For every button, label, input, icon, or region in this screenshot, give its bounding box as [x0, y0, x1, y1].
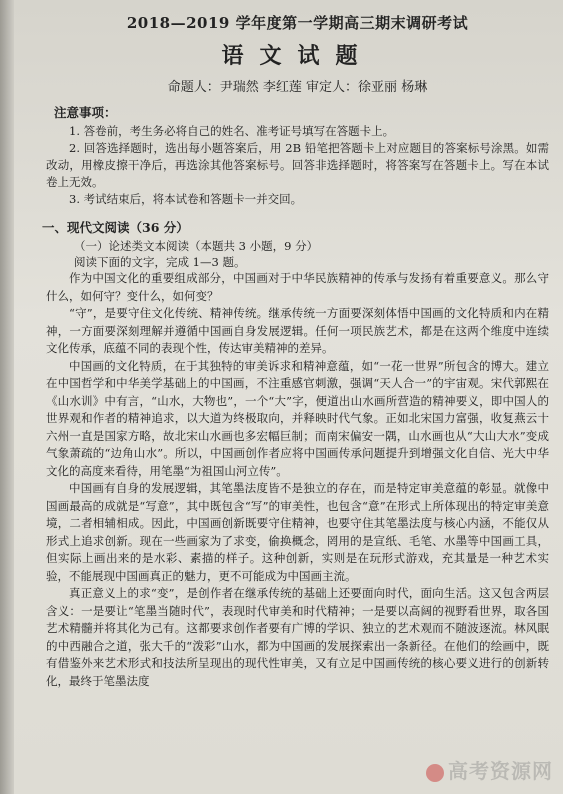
passage-paragraph: 作为中国文化的重要组成部分，中国画对于中华民族精神的传承与发扬有着重要意义。那么守什么，如何守？变什么，如何变？	[46, 271, 549, 303]
authors-line: 命题人：尹瑞然 李红莲 审定人：徐亚丽 杨琳	[167, 80, 428, 95]
passage-paragraph: 中国画有自身的发展逻辑，其笔墨法度皆不是独立的存在，而是特定审美意蕴的彰显。就像中国画最高的成就是“写意”，其中既包含“写”的审美性，也包含“意”在形式上所体现出的特定审美意境，二者相辅相成。因此，中国画创新既要守住精神，也要守住其笔墨法度与核心内涵，不能仅从形式上追求创新。现在一些画家为了求变，偷换概念，罔用的是宣纸、毛笔、水墨等中国画工具，但实际上画出来的是水彩、素描的样子。这种创新，实则是在玩形式游戏，充其量是一种艺术实验，不能展现中国画真正的魅力，更不可能成为中国画主流。	[46, 481, 549, 583]
passage-paragraph: 中国画的文化特质，在于其独特的审美诉求和精神意蕴，如“一花一世界”所包含的博大。建立在中国哲学和中华美学基础上的中国画，不注重感官刺激，强调“天人合一”的宇宙观。宋代郭熙在《山水训》中有言，“山水，大物也”，一个“大”字，便道出山水画所营造的精神要义，即中国人的世界观和作者的精神追求，以大道为终极取向，并释映时代气象。正如北宋国力富强，收复燕云十六州一直是国家方略，故北宋山水画也多宏幅巨制；而南宋偏安一隅，山水画也从“大山大水”变成气象萧疏的“边角山水”。所以，中国画创作者应将中国画传承问题提升到增强文化自信、光大中华文化的高度来看待，用笔墨“为祖国山河立传”。	[46, 358, 549, 478]
section-title: 一、现代文阅读（36 分）	[42, 220, 189, 235]
watermark-logo	[426, 755, 553, 784]
note-item: 1. 答卷前，考生务必将自己的姓名、准考证号填写在答题卡上。	[69, 124, 395, 138]
exam-title: 2018—2019 学年度第一学期高三期末调研考试	[126, 14, 469, 32]
note-item: 2. 回答选择题时，选出每小题答案后，用 2B 铅笔把答题卡上对应题目的答案标号涂黑。如需改动，用橡皮擦干净后，再选涂其他答案标号。回答非选择题时，将答案写在答题卡上。写在本试卷上无效。	[46, 141, 549, 189]
subject-title: 语文试题	[221, 43, 374, 69]
passage-paragraph: “守”，是要守住文化传统、精神传统。继承传统一方面要深刻体悟中国画的文化特质和内在精神，一方面要深刻理解并遵循中国画自身发展逻辑。任何一项民族艺术，都是在这两个维度中连续文化传承，底蕴不同的表现个性，传达审美精神的差异。	[46, 306, 549, 355]
sub-section-title: （一）论述类文本阅读（本题共 3 小题，9 分）	[74, 239, 319, 253]
notes-title: 注意事项：	[54, 105, 117, 120]
seal-icon	[426, 764, 444, 782]
passage-paragraph: 真正意义上的求“变”，是创作者在继承传统的基础上还要面向时代，面向生活。这又包含两层含义：一是要让“笔墨当随时代”，表现时代审美和时代精神；一是要以高阔的视野看世界，取各国艺术精髓并将其化为己有。这都要求创作者要有广博的学识、独立的艺术观而不随波逐流。林风眠的中西融合之道，张大千的“泼彩”山水，都为中国画的发展探索出一条新径。在他们的绘画中，既有借鉴外来艺术形式和技法所呈现出的现代性审美，又有立足中国画传统的核心要义进行的创新转化，最终于笔墨法度	[46, 586, 549, 688]
note-item: 3. 考试结束后，将本试卷和答题卡一并交回。	[69, 192, 303, 206]
watermark-text: 高考资源网	[448, 759, 553, 783]
reading-instruction: 阅读下面的文字，完成 1—3 题。	[74, 255, 246, 269]
page-binding-edge	[0, 0, 14, 794]
